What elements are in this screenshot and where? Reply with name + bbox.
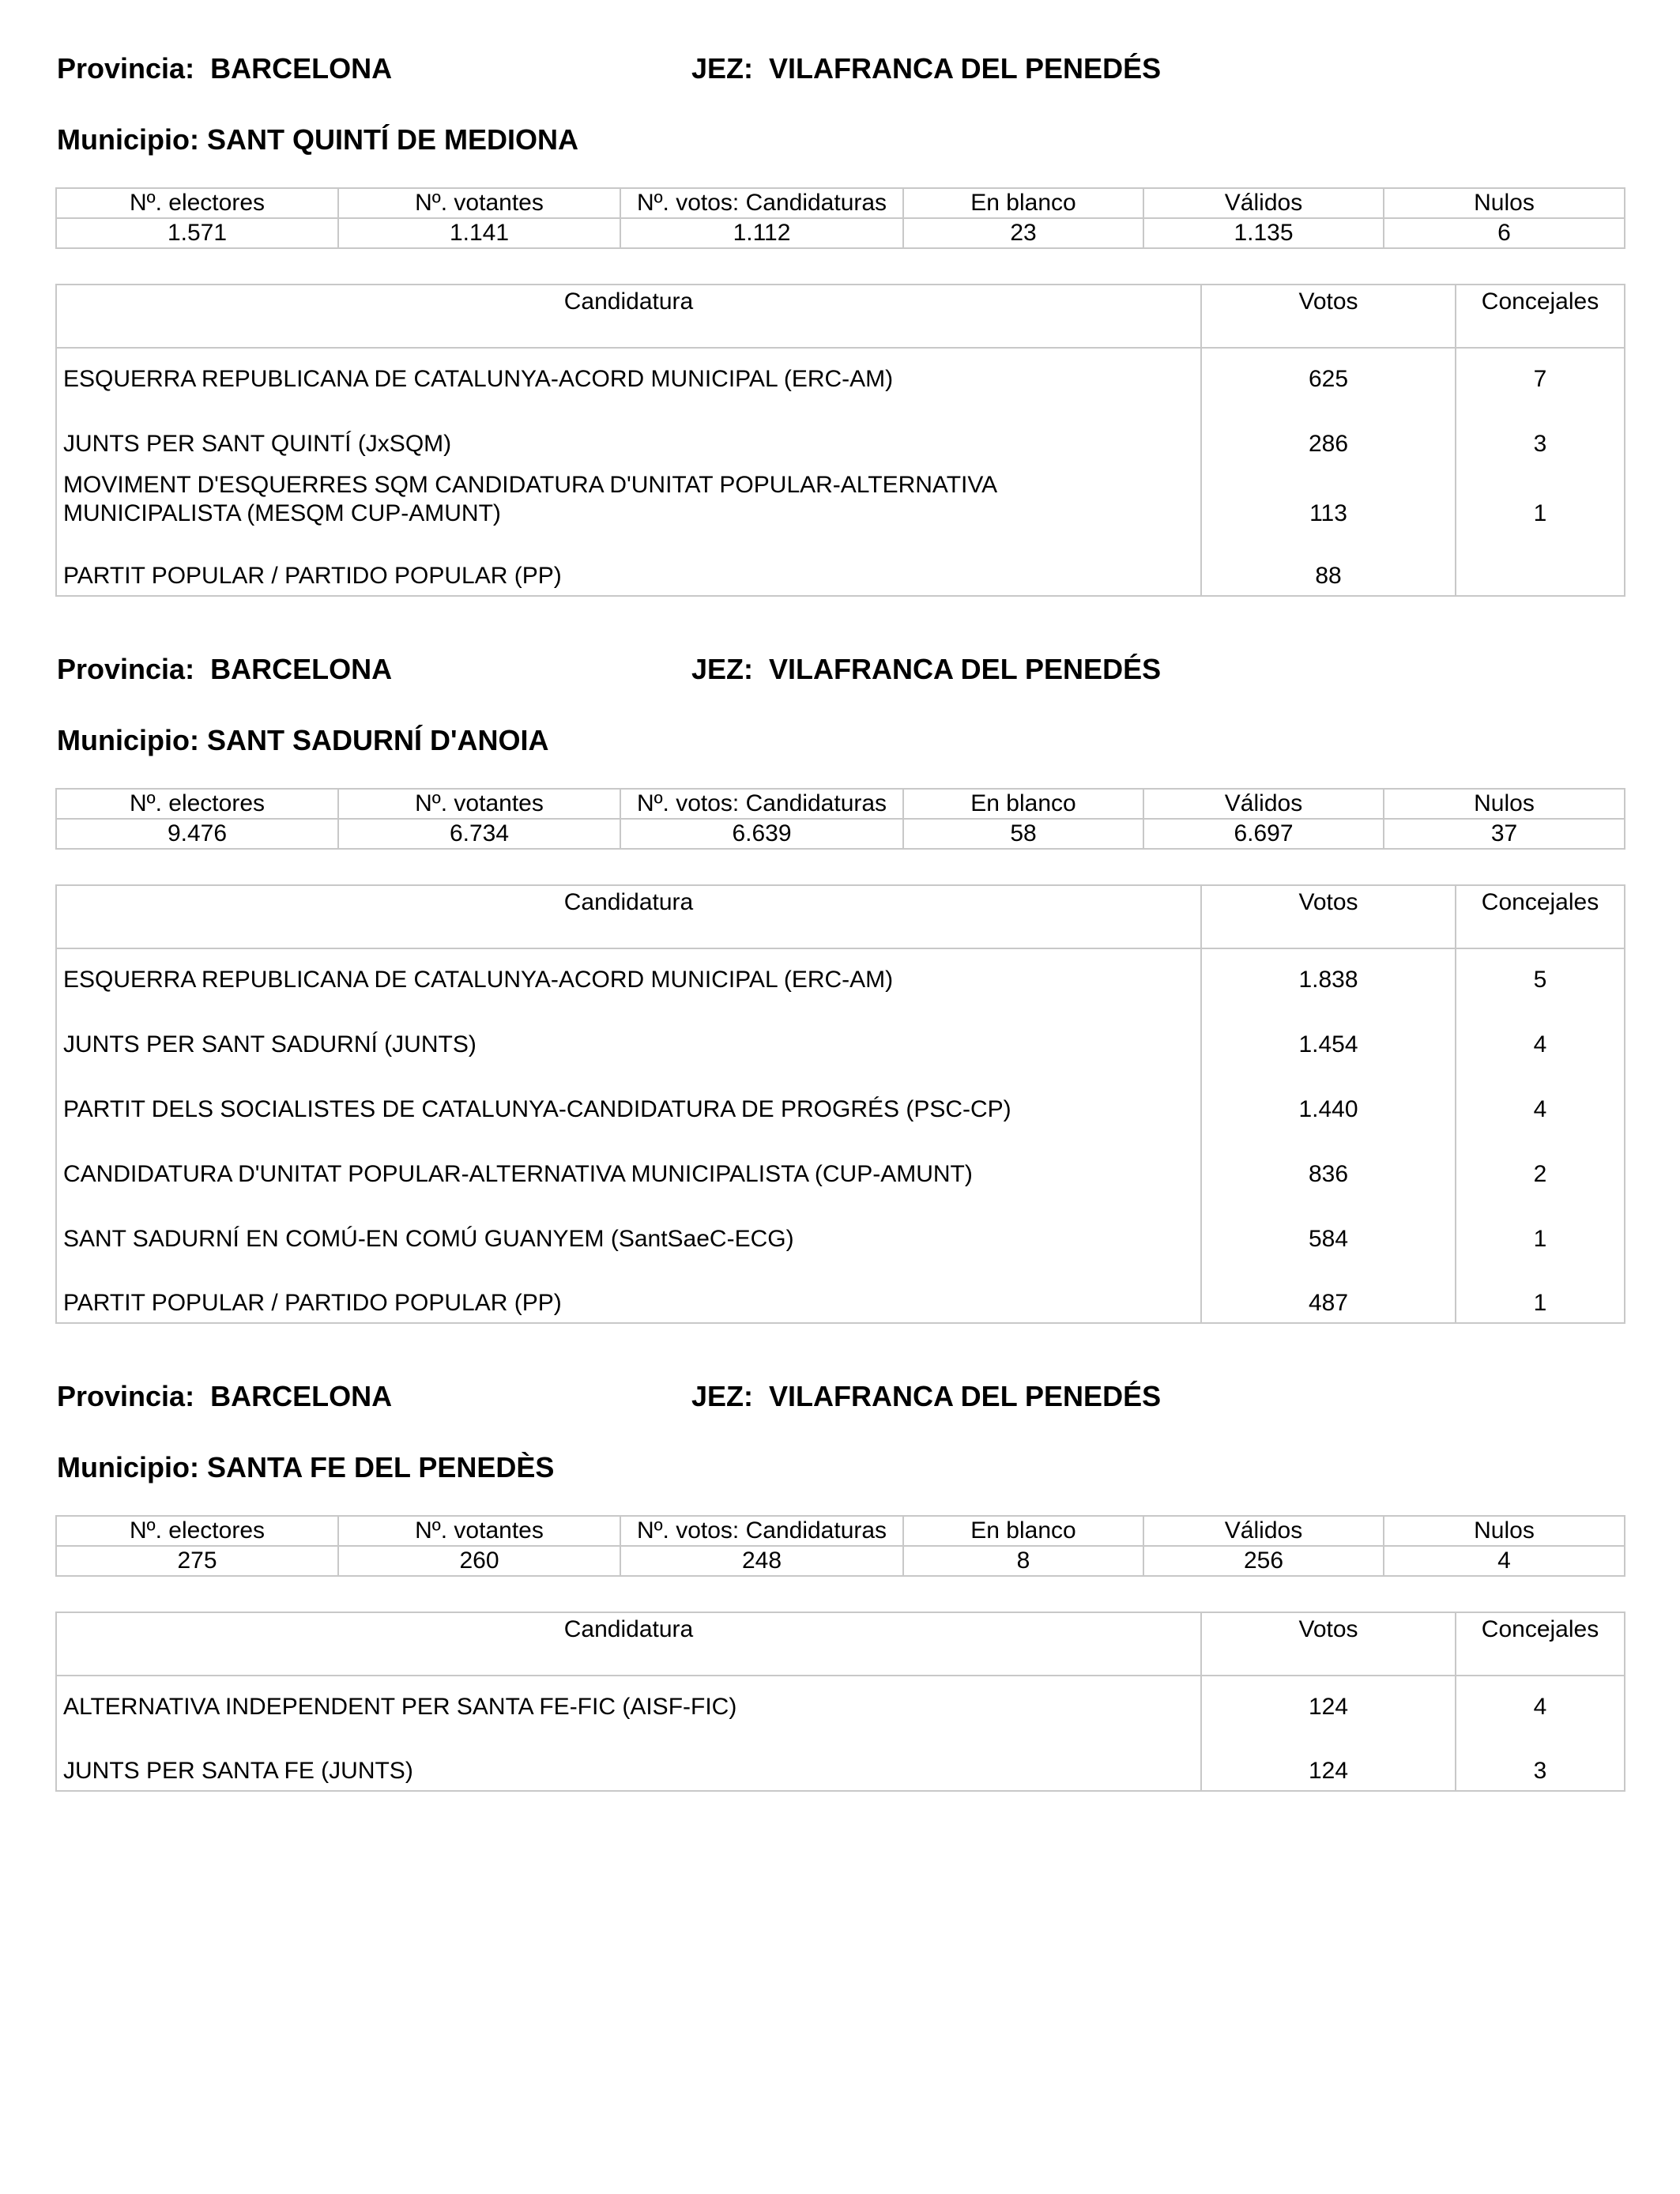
header-concejales: Concejales (1456, 885, 1625, 948)
candidatura-concejales: 5 (1456, 948, 1625, 999)
stats-table (55, 187, 1625, 249)
candidatura-concejales (1456, 533, 1625, 596)
value-nulos: 4 (1384, 1546, 1625, 1576)
stats-header-row (56, 188, 1625, 218)
candidatura-row (56, 1064, 1625, 1129)
candidatura-name: ESQUERRA REPUBLICANA DE CATALUNYA-ACORD MUNICIPAL (ERC-AM) (56, 948, 1201, 999)
candidatura-votos: 584 (1201, 1193, 1456, 1258)
candidatura-row (56, 1726, 1625, 1791)
section-header (55, 646, 1624, 693)
header-electores: Nº. electores (56, 1516, 338, 1546)
header-electores: Nº. electores (56, 789, 338, 819)
municipio-section-sant-quinti (55, 45, 1624, 597)
header-votantes: Nº. votantes (338, 188, 620, 218)
candidatura-name: SANT SADURNÍ EN COMÚ-EN COMÚ GUANYEM (SantSaeC-ECG) (56, 1193, 1201, 1258)
section-header (55, 45, 1624, 92)
value-electores: 275 (56, 1546, 338, 1576)
provincia-heading: Provincia: BARCELONA (57, 52, 393, 85)
candidatura-row (56, 463, 1625, 533)
header-votos: Votos (1201, 285, 1456, 348)
candidatura-concejales: 7 (1456, 348, 1625, 398)
header-en-blanco: En blanco (903, 789, 1143, 819)
provincia-heading: Provincia: BARCELONA (57, 1380, 393, 1412)
stats-value-row (56, 1546, 1625, 1576)
candidatura-row (56, 1129, 1625, 1193)
value-en-blanco: 58 (903, 819, 1143, 849)
stats-value-row (56, 218, 1625, 248)
candidatura-votos: 625 (1201, 348, 1456, 398)
candidatura-name: CANDIDATURA D'UNITAT POPULAR-ALTERNATIVA MUNICIPALISTA (CUP-AMUNT) (56, 1129, 1201, 1193)
jez-heading: JEZ: VILAFRANCA DEL PENEDÉS (691, 1380, 1162, 1412)
candidatura-row (56, 948, 1625, 999)
candidatura-row (56, 398, 1625, 463)
stats-value-row (56, 819, 1625, 849)
header-votos: Votos (1201, 885, 1456, 948)
candidatura-row (56, 533, 1625, 596)
candidatura-name: ESQUERRA REPUBLICANA DE CATALUNYA-ACORD MUNICIPAL (ERC-AM) (56, 348, 1201, 398)
candidatura-row (56, 1193, 1625, 1258)
candidatura-name: MOVIMENT D'ESQUERRES SQM CANDIDATURA D'UNITAT POPULAR-ALTERNATIVA MUNICIPALISTA (MESQM CUP-AMUNT) (56, 463, 1201, 533)
jez-heading: JEZ: VILAFRANCA DEL PENEDÉS (691, 52, 1162, 85)
header-validos: Válidos (1143, 789, 1384, 819)
header-votantes: Nº. votantes (338, 789, 620, 819)
header-votos-candidaturas: Nº. votos: Candidaturas (620, 1516, 903, 1546)
header-en-blanco: En blanco (903, 188, 1143, 218)
candidaturas-table (55, 884, 1625, 1324)
header-validos: Válidos (1143, 1516, 1384, 1546)
candidatura-votos: 113 (1201, 463, 1456, 533)
header-votos-candidaturas: Nº. votos: Candidaturas (620, 789, 903, 819)
header-candidatura: Candidatura (56, 885, 1201, 948)
candidatura-concejales: 4 (1456, 1064, 1625, 1129)
header-electores: Nº. electores (56, 188, 338, 218)
municipio-heading: Municipio: SANT SADURNÍ D'ANOIA (57, 724, 549, 756)
candidatura-name: JUNTS PER SANT SADURNÍ (JUNTS) (56, 999, 1201, 1064)
header-nulos: Nulos (1384, 1516, 1625, 1546)
candidaturas-table (55, 284, 1625, 597)
municipio-heading: Municipio: SANT QUINTÍ DE MEDIONA (57, 123, 578, 156)
candidatura-row (56, 1258, 1625, 1323)
value-votos-candidaturas: 6.639 (620, 819, 903, 849)
header-concejales: Concejales (1456, 285, 1625, 348)
header-nulos: Nulos (1384, 789, 1625, 819)
value-validos: 1.135 (1143, 218, 1384, 248)
municipio-section-santa-fe (55, 1373, 1624, 1792)
candidatura-name: JUNTS PER SANT QUINTÍ (JxSQM) (56, 398, 1201, 463)
candidatura-row (56, 999, 1625, 1064)
jez-heading: JEZ: VILAFRANCA DEL PENEDÉS (691, 653, 1162, 685)
stats-header-row (56, 789, 1625, 819)
candidatura-votos: 487 (1201, 1258, 1456, 1323)
value-validos: 256 (1143, 1546, 1384, 1576)
candidatura-name: PARTIT POPULAR / PARTIDO POPULAR (PP) (56, 1258, 1201, 1323)
candidatura-votos: 836 (1201, 1129, 1456, 1193)
value-electores: 1.571 (56, 218, 338, 248)
header-votos: Votos (1201, 1612, 1456, 1676)
candidatura-concejales: 4 (1456, 999, 1625, 1064)
candidatura-concejales: 3 (1456, 1726, 1625, 1791)
value-votantes: 1.141 (338, 218, 620, 248)
provincia-heading: Provincia: BARCELONA (57, 653, 393, 685)
candidatura-votos: 1.440 (1201, 1064, 1456, 1129)
candidatura-name: PARTIT DELS SOCIALISTES DE CATALUNYA-CANDIDATURA DE PROGRÉS (PSC-CP) (56, 1064, 1201, 1129)
candidatura-votos: 1.838 (1201, 948, 1456, 999)
candidaturas-header-row (56, 885, 1625, 948)
candidatura-votos: 1.454 (1201, 999, 1456, 1064)
section-header (55, 1373, 1624, 1420)
header-votos-candidaturas: Nº. votos: Candidaturas (620, 188, 903, 218)
candidaturas-header-row (56, 1612, 1625, 1676)
value-en-blanco: 8 (903, 1546, 1143, 1576)
stats-table (55, 1515, 1625, 1577)
municipio-section-sant-sadurni (55, 646, 1624, 1324)
value-validos: 6.697 (1143, 819, 1384, 849)
candidaturas-header-row (56, 285, 1625, 348)
candidatura-name: PARTIT POPULAR / PARTIDO POPULAR (PP) (56, 533, 1201, 596)
header-concejales: Concejales (1456, 1612, 1625, 1676)
candidatura-concejales: 4 (1456, 1676, 1625, 1726)
header-candidatura: Candidatura (56, 285, 1201, 348)
candidatura-votos: 124 (1201, 1726, 1456, 1791)
header-votantes: Nº. votantes (338, 1516, 620, 1546)
value-nulos: 37 (1384, 819, 1625, 849)
value-votantes: 260 (338, 1546, 620, 1576)
value-nulos: 6 (1384, 218, 1625, 248)
candidatura-concejales: 1 (1456, 463, 1625, 533)
header-validos: Válidos (1143, 188, 1384, 218)
candidatura-concejales: 3 (1456, 398, 1625, 463)
candidatura-votos: 286 (1201, 398, 1456, 463)
candidatura-row (56, 348, 1625, 398)
value-electores: 9.476 (56, 819, 338, 849)
value-en-blanco: 23 (903, 218, 1143, 248)
header-en-blanco: En blanco (903, 1516, 1143, 1546)
candidaturas-table (55, 1612, 1625, 1792)
candidatura-concejales: 1 (1456, 1193, 1625, 1258)
stats-table (55, 788, 1625, 850)
value-votantes: 6.734 (338, 819, 620, 849)
candidatura-name: JUNTS PER SANTA FE (JUNTS) (56, 1726, 1201, 1791)
candidatura-concejales: 1 (1456, 1258, 1625, 1323)
candidatura-row (56, 1676, 1625, 1726)
value-votos-candidaturas: 248 (620, 1546, 903, 1576)
municipio-heading: Municipio: SANTA FE DEL PENEDÈS (57, 1451, 555, 1483)
candidatura-name: ALTERNATIVA INDEPENDENT PER SANTA FE-FIC (AISF-FIC) (56, 1676, 1201, 1726)
candidatura-votos: 88 (1201, 533, 1456, 596)
stats-header-row (56, 1516, 1625, 1546)
header-candidatura: Candidatura (56, 1612, 1201, 1676)
candidatura-concejales: 2 (1456, 1129, 1625, 1193)
header-nulos: Nulos (1384, 188, 1625, 218)
value-votos-candidaturas: 1.112 (620, 218, 903, 248)
candidatura-votos: 124 (1201, 1676, 1456, 1726)
